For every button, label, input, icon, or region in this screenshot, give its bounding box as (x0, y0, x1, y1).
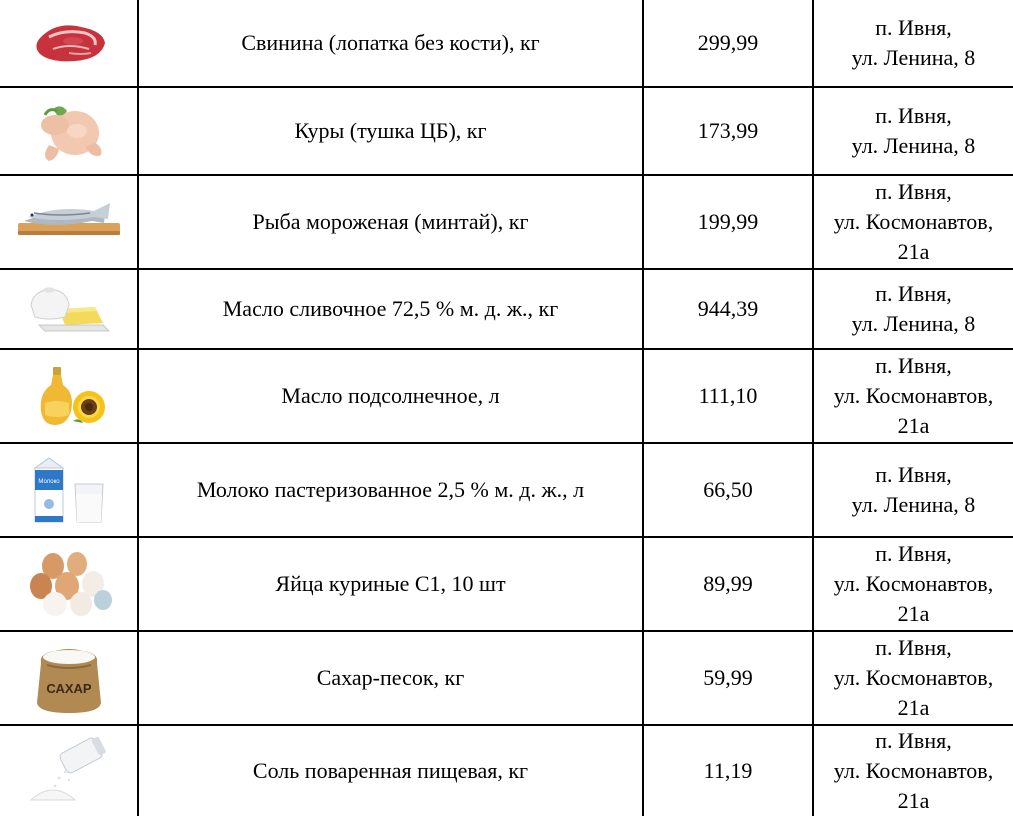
product-name: Свинина (лопатка без кости), кг (138, 0, 643, 87)
product-price: 944,39 (643, 269, 813, 349)
product-name: Масло подсолнечное, л (138, 349, 643, 443)
chicken-carcass-icon (19, 95, 119, 167)
product-image-cell (0, 631, 138, 725)
product-price: 299,99 (643, 0, 813, 87)
product-name: Рыба мороженая (минтай), кг (138, 175, 643, 269)
table-row (0, 0, 1013, 87)
sunflower-oil-icon (19, 363, 119, 429)
pork-meat-icon (19, 13, 119, 73)
product-name: Яйца куриные С1, 10 шт (138, 537, 643, 631)
svg-text:САХАР: САХАР (45, 681, 92, 696)
product-name: Молоко пастеризованное 2,5 % м. д. ж., л (138, 443, 643, 537)
product-image-cell (0, 269, 138, 349)
store-address: п. Ивня, ул. Космонавтов, 21а (813, 631, 1013, 725)
salt-shaker-icon (19, 736, 119, 806)
product-image-cell (0, 349, 138, 443)
table-row (0, 725, 1013, 816)
svg-text:Молоко: Молоко (37, 479, 60, 485)
product-price: 66,50 (643, 443, 813, 537)
product-price: 199,99 (643, 175, 813, 269)
table-row (0, 87, 1013, 175)
product-name: Куры (тушка ЦБ), кг (138, 87, 643, 175)
sugar-sack-icon (19, 641, 119, 715)
product-name: Масло сливочное 72,5 % м. д. ж., кг (138, 269, 643, 349)
product-image-cell (0, 175, 138, 269)
milk-carton-glass-icon (19, 454, 119, 526)
table-row (0, 443, 1013, 537)
frozen-fish-icon (14, 197, 124, 247)
product-image-cell (0, 443, 138, 537)
butter-dish-icon (19, 279, 119, 339)
store-address: п. Ивня, ул. Ленина, 8 (813, 0, 1013, 87)
product-image-cell (0, 537, 138, 631)
store-address: п. Ивня, ул. Космонавтов, 21а (813, 537, 1013, 631)
product-image-cell (0, 0, 138, 87)
table-row (0, 537, 1013, 631)
store-address: п. Ивня, ул. Космонавтов, 21а (813, 349, 1013, 443)
table-row (0, 349, 1013, 443)
product-price: 111,10 (643, 349, 813, 443)
store-address: п. Ивня, ул. Космонавтов, 21а (813, 175, 1013, 269)
table-row (0, 175, 1013, 269)
product-price: 59,99 (643, 631, 813, 725)
product-image-cell (0, 87, 138, 175)
product-price: 173,99 (643, 87, 813, 175)
product-name: Соль поваренная пищевая, кг (138, 725, 643, 816)
eggs-icon (19, 548, 119, 620)
table-row (0, 631, 1013, 725)
store-address: п. Ивня, ул. Космонавтов, 21а (813, 725, 1013, 816)
store-address: п. Ивня, ул. Ленина, 8 (813, 87, 1013, 175)
table-row (0, 269, 1013, 349)
store-address: п. Ивня, ул. Ленина, 8 (813, 443, 1013, 537)
product-image-cell (0, 725, 138, 816)
product-name: Сахар-песок, кг (138, 631, 643, 725)
product-price: 89,99 (643, 537, 813, 631)
store-address: п. Ивня, ул. Ленина, 8 (813, 269, 1013, 349)
product-price: 11,19 (643, 725, 813, 816)
